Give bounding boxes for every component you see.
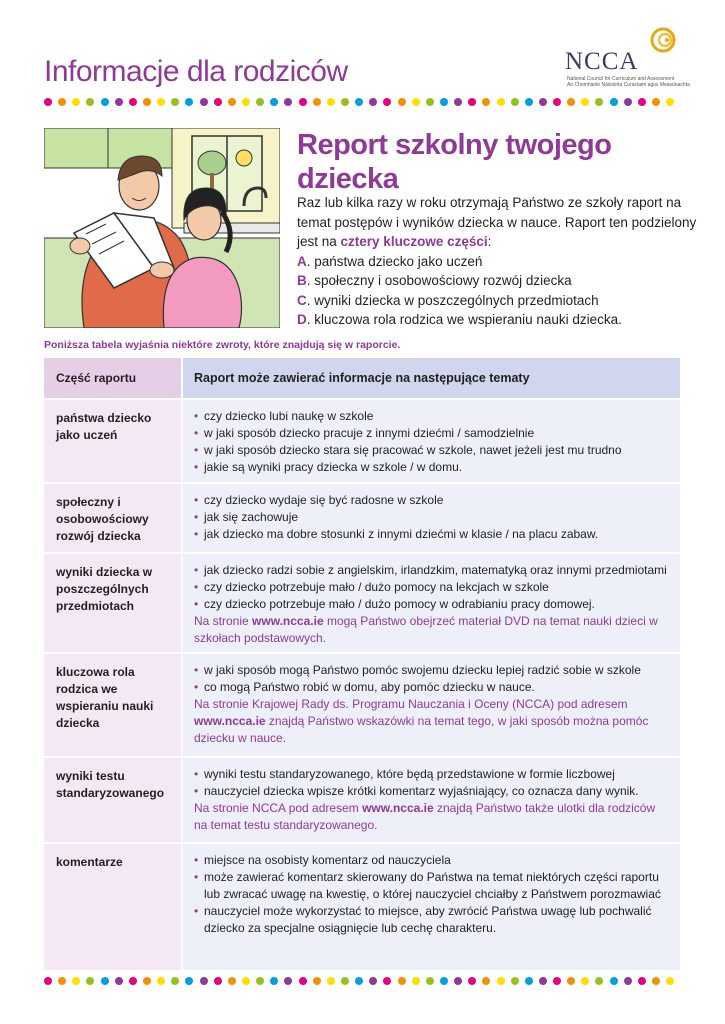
logo-subtitle-line1: National Council for Curriculum and Assessment (567, 76, 675, 82)
dot (327, 977, 335, 985)
report-part-a: A. państwa dziecko jako uczeń (297, 253, 483, 269)
dot (624, 98, 632, 106)
list-item: • nauczyciel dziecka wpisze krótki komentarz wyjaśniający, co oznacza dany wynik. (194, 783, 668, 800)
dot (115, 977, 123, 985)
dot (143, 98, 151, 106)
report-table (44, 358, 680, 970)
dot (341, 98, 349, 106)
dot (482, 977, 490, 985)
dot (284, 98, 292, 106)
dot (200, 98, 208, 106)
dot (214, 977, 222, 985)
dot (101, 977, 109, 985)
dot (313, 98, 321, 106)
table-row (44, 552, 680, 652)
intro-paragraph (297, 193, 697, 330)
dot (497, 98, 505, 106)
row-section-label: państwa dziecko jako uczeń (44, 400, 181, 482)
dot (426, 98, 434, 106)
dot (652, 98, 660, 106)
dot (171, 977, 179, 985)
dot (525, 977, 533, 985)
dot (242, 98, 250, 106)
dot (468, 977, 476, 985)
dot (412, 98, 420, 106)
dot (482, 98, 490, 106)
ncca-logo (563, 26, 688, 90)
article-title-line2: dziecka (297, 163, 399, 195)
ncca-link[interactable]: www.ncca.ie (252, 614, 324, 628)
list-item: • czy dziecko potrzebuje mało / dużo pomocy w odrabianiu pracy domowej. (194, 596, 668, 613)
dot (383, 98, 391, 106)
dot (567, 98, 575, 106)
dot (412, 977, 420, 985)
dot (299, 98, 307, 106)
dot (581, 98, 589, 106)
row-section-label: wyniki dziecka w poszczególnych przedmiotach (44, 554, 181, 652)
dot (270, 98, 278, 106)
dot-divider-bottom (44, 977, 674, 985)
dot (129, 977, 137, 985)
dot (581, 977, 589, 985)
dot (129, 98, 137, 106)
dot (327, 98, 335, 106)
page-title: Informacje dla rodziców (44, 55, 348, 88)
logo-subtitle (567, 76, 690, 88)
dot (256, 98, 264, 106)
dot (454, 98, 462, 106)
dot (610, 98, 618, 106)
dot (299, 977, 307, 985)
dot (511, 977, 519, 985)
list-item: • w jaki sposób dziecko stara się pracować w szkole, nawet jeżeli jest mu trudno (194, 442, 668, 459)
row-topics (183, 654, 680, 756)
list-item: • jak dziecko ma dobre stosunki z innymi dziećmi w klasie / na placu zabaw. (194, 526, 668, 543)
row-note: Na stronie www.ncca.ie mogą Państwo obejrzeć materiał DVD na temat nauki dzieci w szkołach podstawowych. (194, 614, 658, 645)
dot (157, 98, 165, 106)
dot (638, 977, 646, 985)
dot (638, 98, 646, 106)
row-note: Na stronie NCCA pod adresem www.ncca.ie znajdą Państwo także ulotki dla rodziców na temat testu standaryzowanego. (194, 801, 656, 832)
dot (157, 977, 165, 985)
dot (200, 977, 208, 985)
table-header-row (44, 358, 680, 398)
table-row (44, 652, 680, 756)
list-item: • czy dziecko lubi naukę w szkole (194, 408, 668, 425)
dot (284, 977, 292, 985)
dot (539, 98, 547, 106)
parent-child-illustration (44, 128, 280, 328)
dot (355, 977, 363, 985)
table-header-section: Część raportu (44, 358, 181, 398)
list-item: • czy dziecko wydaje się być radosne w szkole (194, 492, 668, 509)
dot (185, 98, 193, 106)
dot (553, 98, 561, 106)
dot (101, 98, 109, 106)
dot (185, 977, 193, 985)
dot (228, 977, 236, 985)
list-item: • wyniki testu standaryzowanego, które będą przedstawione w formie liczbowej (194, 766, 668, 783)
dot (44, 98, 52, 106)
dot (72, 98, 80, 106)
intro-end: : (487, 234, 492, 249)
table-row (44, 482, 680, 552)
row-topics (183, 484, 680, 552)
list-item: • jak dziecko radzi sobie z angielskim, irlandzkim, matematyką oraz innymi przedmiotami (194, 562, 668, 579)
list-item: • nauczyciel może wykorzystać to miejsce, aby zwrócić Państwa uwagę lub pochwalić dziecko za specjalne osiągnięcie lub cechę charakteru. (194, 903, 668, 937)
dot (398, 98, 406, 106)
row-topics (183, 758, 680, 842)
row-note: Na stronie Krajowej Rady ds. Programu Nauczania i Oceny (NCCA) pod adresem www.ncca.ie znajdą Państwo wskazówki na temat tego, w jaki sposób można pomóc dziecku w nauce. (194, 697, 649, 745)
table-header-topics: Raport może zawierać informacje na następujące tematy (183, 358, 680, 398)
dot (539, 977, 547, 985)
dot (341, 977, 349, 985)
dot (242, 977, 250, 985)
dot (440, 977, 448, 985)
dot (86, 98, 94, 106)
dot (72, 977, 80, 985)
dot (440, 98, 448, 106)
dot (666, 977, 674, 985)
report-parts-list (297, 252, 697, 330)
table-row (44, 842, 680, 970)
dot (171, 98, 179, 106)
dot (58, 977, 66, 985)
dot (454, 977, 462, 985)
dot (426, 977, 434, 985)
table-note: Poniższa tabela wyjaśnia niektóre zwroty, które znajdują się w raporcie. (44, 339, 401, 351)
list-item: • w jaki sposób dziecko pracuje z innymi dziećmi / samodzielnie (194, 425, 668, 442)
dot (355, 98, 363, 106)
list-item: • jak się zachowuje (194, 509, 668, 526)
dot (369, 977, 377, 985)
list-item: • jakie są wyniki pracy dziecka w szkole / w domu. (194, 459, 668, 476)
row-section-label: komentarze (44, 844, 181, 970)
dot (383, 977, 391, 985)
row-section-label: społeczny i osobowościowy rozwój dziecka (44, 484, 181, 552)
dot (58, 98, 66, 106)
dot (369, 98, 377, 106)
report-part-b: B. społeczny i osobowościowy rozwój dziecka (297, 273, 572, 288)
dot (398, 977, 406, 985)
logo-wordmark: NCCA (565, 48, 639, 75)
dot (214, 98, 222, 106)
dot (666, 98, 674, 106)
dot (468, 98, 476, 106)
article-title-line1: Report szkolny twojego (297, 129, 612, 161)
article-title (297, 128, 697, 196)
dot (595, 98, 603, 106)
dot (652, 977, 660, 985)
list-item: • co mogą Państwo robić w domu, aby pomóc dziecku w nauce. (194, 679, 668, 696)
dot (511, 98, 519, 106)
dot-divider-top (44, 98, 674, 106)
list-item: • czy dziecko potrzebuje mało / dużo pomocy na lekcjach w szkole (194, 579, 668, 596)
dot (256, 977, 264, 985)
report-part-c: C. wyniki dziecka w poszczególnych przedmiotach (297, 292, 599, 308)
dot (228, 98, 236, 106)
list-item: • miejsce na osobisty komentarz od nauczyciela (194, 852, 668, 869)
dot (567, 977, 575, 985)
table-row (44, 756, 680, 842)
report-part-d: D. kluczowa rola rodzica we wspieraniu nauki dziecka. (297, 312, 622, 327)
row-topics (183, 400, 680, 482)
dot (624, 977, 632, 985)
dot (610, 977, 618, 985)
dot (115, 98, 123, 106)
table-row (44, 398, 680, 482)
logo-subtitle-line2: An Chomhairle Náisiúnta Curaclaim agus Measúnachta (567, 82, 690, 88)
list-item: • w jaki sposób mogą Państwo pomóc swojemu dziecku lepiej radzić sobie w szkole (194, 662, 668, 679)
list-item: • może zawierać komentarz skierowany do Państwa na temat niektórych części raportu lub zwracać uwagę na kwestię, o której nauczyciel chciałby z Państwem porozmawiać (194, 869, 668, 903)
dot (270, 977, 278, 985)
ncca-link[interactable]: www.ncca.ie (362, 801, 434, 815)
dot (86, 977, 94, 985)
dot (553, 977, 561, 985)
dot (44, 977, 52, 985)
ncca-link[interactable]: www.ncca.ie (194, 714, 266, 728)
row-section-label: kluczowa rola rodzica we wspieraniu nauki dziecka (44, 654, 181, 756)
dot (525, 98, 533, 106)
dot (497, 977, 505, 985)
dot (313, 977, 321, 985)
row-topics (183, 554, 680, 652)
dot (595, 977, 603, 985)
intro-text: Raz lub kilka razy w roku otrzymają Państwo ze szkoły raport na temat postępów i wyników dziecka w nauce. Raport ten podzielony jest na (297, 195, 697, 249)
dot (143, 977, 151, 985)
intro-highlight: cztery kluczowe części (340, 234, 488, 249)
row-section-label: wyniki testu standaryzowanego (44, 758, 181, 842)
row-topics (183, 844, 680, 970)
